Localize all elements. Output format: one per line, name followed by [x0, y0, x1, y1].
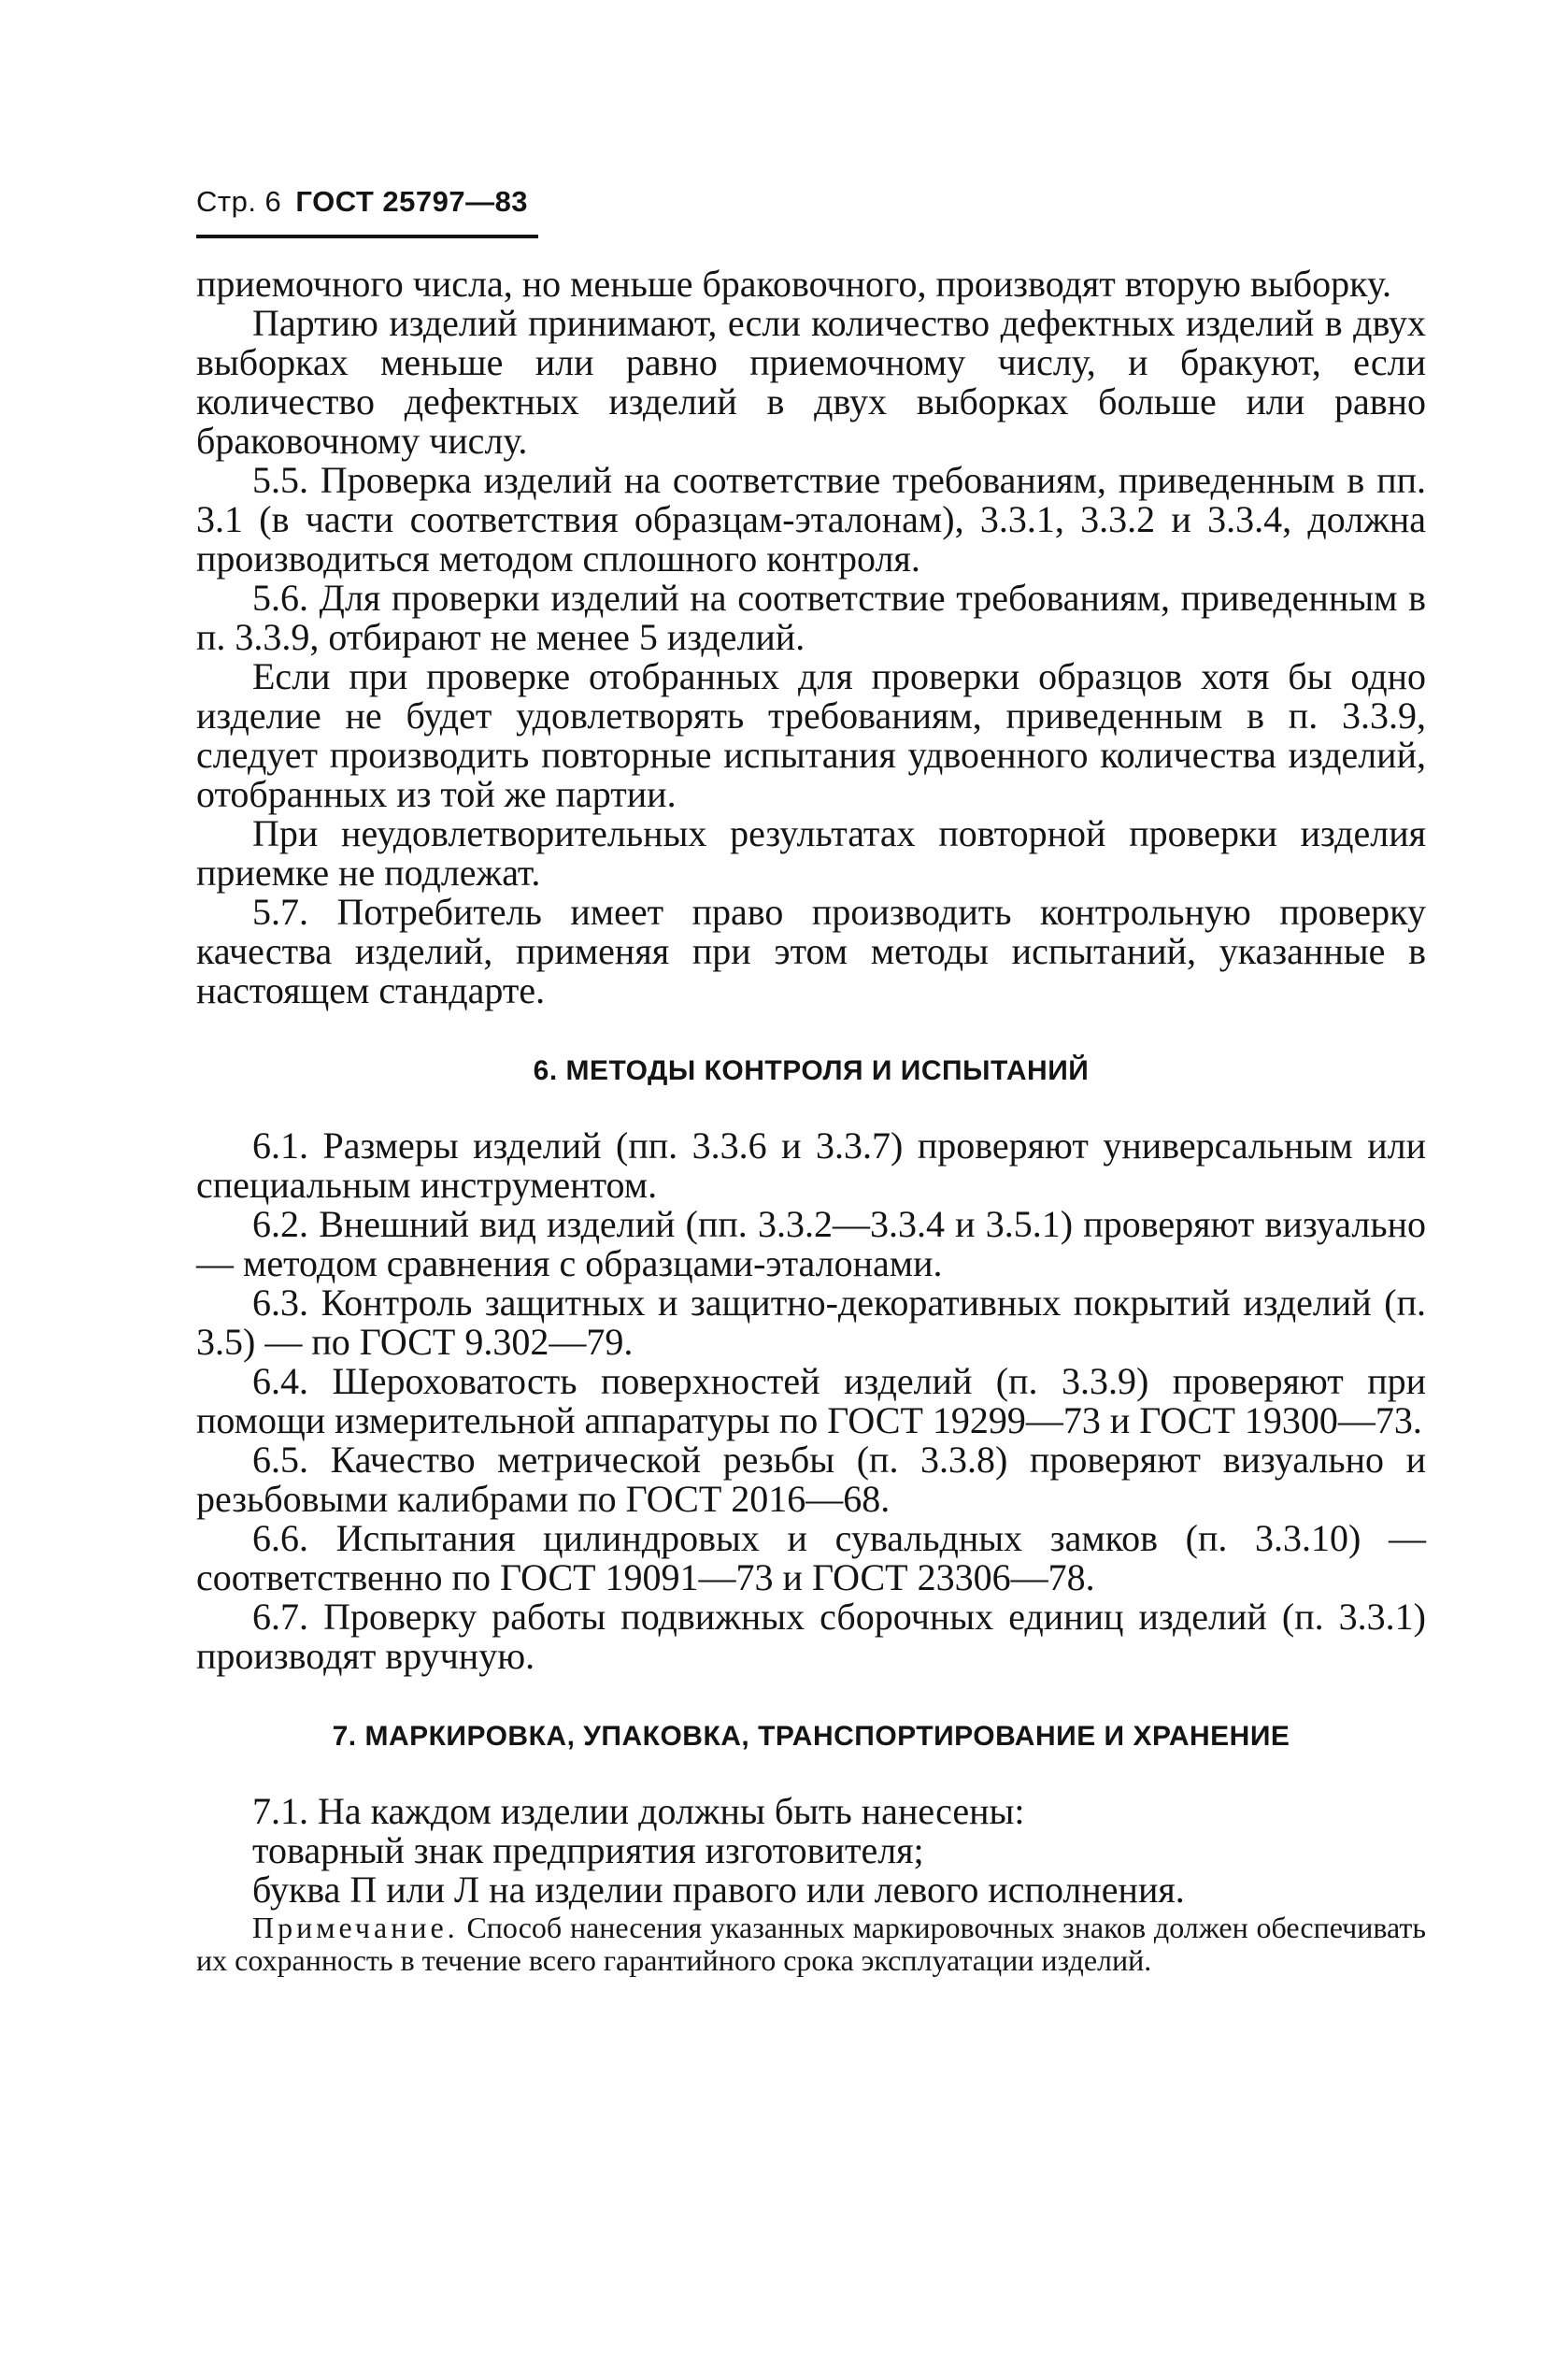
paragraph-acceptance: Партию изделий принимают, если количество дефектных изделий в двух выборках меньше или равно приемочному числу, и бракуют, если количество дефектных изделий в двух выборках больше или равно браковочному числу.: [196, 302, 1426, 462]
note: [196, 1912, 1426, 1977]
header-rule: [196, 235, 538, 238]
section-6-heading: 6. МЕТОДЫ КОНТРОЛЯ И ИСПЫТАНИЙ: [533, 1055, 1090, 1086]
paragraph-5-6: 5.6. Для проверки изделий на соответствие требованиям, приведенным в п. 3.3.9, отбирают не менее 5 изделий.: [196, 577, 1426, 658]
paragraph-6-5: 6.5. Качество метрической резьбы (п. 3.3.8) проверяют визуально и резьбовыми калибрами по ГОСТ 2016—68.: [196, 1439, 1426, 1520]
standard-number: ГОСТ 25797—83: [295, 185, 529, 218]
paragraph-retest: Если при проверке отобранных для проверки образцов хотя бы одно изделие не будет удовлетворять требованиям, приведенным в п. 3.3.9, следует производить повторные испытания удвоенного количества изделий, отобранных из той же партии.: [196, 655, 1426, 815]
paragraph-6-6: 6.6. Испытания цилиндровых и сувальдных замков (п. 3.3.10) — соответственно по ГОСТ 19091—73 и ГОСТ 23306—78.: [196, 1517, 1426, 1598]
paragraph-6-2: 6.2. Внешний вид изделий (пп. 3.3.2—3.3.4 и 3.5.1) проверяют визуально — методом сравнения с образцами-эталонами.: [196, 1203, 1426, 1284]
section-7-heading: 7. МАРКИРОВКА, УПАКОВКА, ТРАНСПОРТИРОВАНИЕ И ХРАНЕНИЕ: [332, 1721, 1290, 1752]
paragraph-5-7: 5.7. Потребитель имеет право производить контрольную проверку качества изделий, применяя при этом методы испытаний, указанные в настоящем стандарте.: [196, 891, 1426, 1011]
paragraph-6-7: 6.7. Проверку работы подвижных сборочных единиц изделий (п. 3.3.1) производят вручную.: [196, 1596, 1426, 1677]
page-header: [196, 185, 528, 219]
paragraph-6-1: 6.1. Размеры изделий (пп. 3.3.6 и 3.3.7) проверяют универсальным или специальным инструментом.: [196, 1124, 1426, 1206]
page-number: Стр. 6: [196, 185, 282, 218]
paragraph-6-3: 6.3. Контроль защитных и защитно-декоративных покрытий изделий (п. 3.5) — по ГОСТ 9.302—79.: [196, 1282, 1426, 1363]
document-body: [196, 265, 1426, 1977]
paragraph-7-1: 7.1. На каждом изделии должны быть нанесены:: [252, 1790, 1025, 1832]
paragraph-6-4: 6.4. Шероховатость поверхностей изделий (п. 3.3.9) проверяют при помощи измерительной аппаратуры по ГОСТ 19299—73 и ГОСТ 19300—73.: [196, 1360, 1426, 1441]
paragraph-5-5: 5.5. Проверка изделий на соответствие требованиям, приведенным в пп. 3.1 (в части соответствия образцам-эталонам), 3.3.1, 3.3.2 и 3.3.4, должна производиться методом сплошного контроля.: [196, 459, 1426, 580]
paragraph-rejection: При неудовлетворительных результатах повторной проверки изделия приемке не подлежат.: [196, 812, 1426, 894]
paragraph-7-1-item-letter: буква П или Л на изделии правого или левого исполнения.: [252, 1869, 1185, 1911]
note-text: Способ нанесения указанных маркировочных знаков должен обеспечивать их сохранность в течение всего гарантийного срока эксплуатации изделий.: [196, 1911, 1427, 1977]
paragraph-continuation: приемочного числа, но меньше браковочного, производят вторую выборку.: [196, 263, 1391, 305]
paragraph-7-1-item-trademark: товарный знак предприятия изготовителя;: [252, 1829, 924, 1871]
note-label: Примечание.: [252, 1911, 459, 1944]
